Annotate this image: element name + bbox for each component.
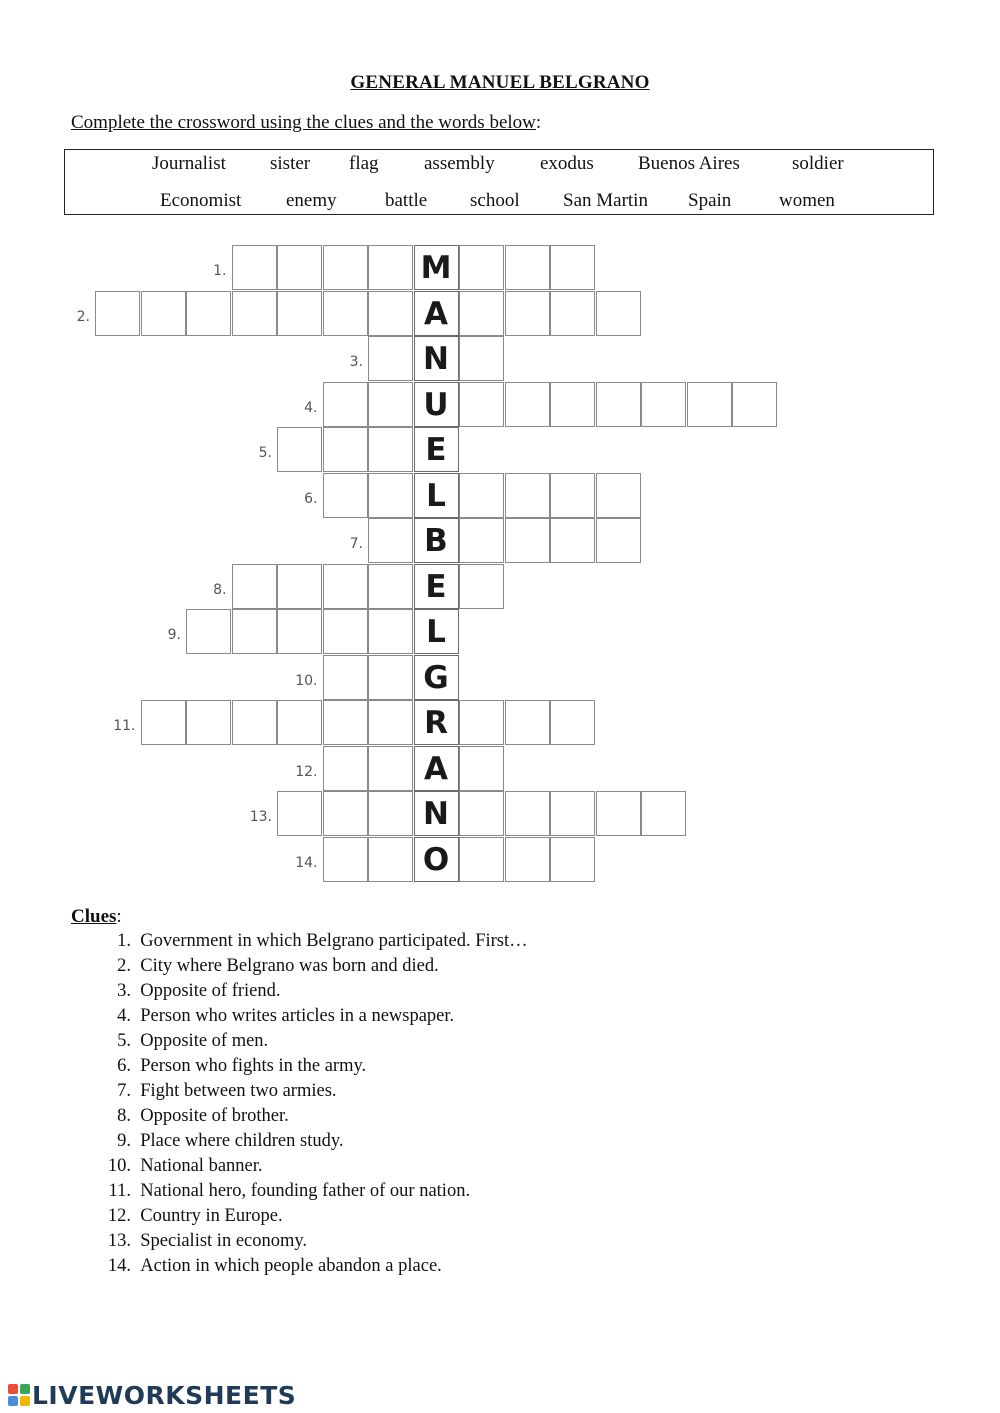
answer-cell[interactable] <box>232 609 277 654</box>
answer-cell[interactable] <box>368 427 413 472</box>
answer-cell[interactable] <box>186 700 231 745</box>
answer-cell[interactable] <box>505 700 550 745</box>
clue-text: Action in which people abandon a place. <box>131 1256 442 1276</box>
answer-cell[interactable] <box>459 564 504 609</box>
answer-cell[interactable] <box>505 291 550 336</box>
clue-number-label: 14. <box>295 854 318 871</box>
key-cell <box>414 382 459 427</box>
clue-item <box>96 1256 442 1277</box>
clue-number: 5. <box>117 1031 131 1051</box>
answer-cell[interactable] <box>323 473 368 518</box>
answer-cell[interactable] <box>687 382 732 427</box>
key-letter: L <box>426 477 446 514</box>
instructions-colon: : <box>535 112 542 133</box>
word-bank-item: Spain <box>688 190 732 211</box>
logo-square <box>8 1384 18 1394</box>
answer-cell[interactable] <box>277 427 322 472</box>
clue-number: 2. <box>117 956 131 976</box>
clue-text: Place where children study. <box>131 1131 344 1151</box>
clue-number: 1. <box>117 931 131 951</box>
word-bank-item: soldier <box>792 153 844 174</box>
answer-cell[interactable] <box>459 336 504 381</box>
answer-cell[interactable] <box>323 700 368 745</box>
instructions <box>71 112 541 134</box>
answer-cell[interactable] <box>323 609 368 654</box>
answer-cell[interactable] <box>141 291 186 336</box>
answer-cell[interactable] <box>368 473 413 518</box>
key-letter: E <box>425 432 447 468</box>
word-bank-item: exodus <box>540 153 594 174</box>
clue-item <box>96 981 281 1002</box>
answer-cell[interactable] <box>641 791 686 836</box>
answer-cell[interactable] <box>368 837 413 882</box>
clue-text: Opposite of brother. <box>131 1106 289 1126</box>
clue-text: Country in Europe. <box>131 1206 283 1226</box>
clue-number: 8. <box>117 1106 131 1126</box>
clue-number: 12. <box>107 1206 131 1226</box>
clue-text: National hero, founding father of our nation. <box>131 1181 471 1201</box>
answer-cell[interactable] <box>368 564 413 609</box>
clue-item <box>96 956 439 977</box>
key-letter: M <box>420 250 452 286</box>
clue-text: City where Belgrano was born and died. <box>131 956 439 976</box>
answer-cell[interactable] <box>323 382 368 427</box>
word-bank-item: sister <box>270 153 311 174</box>
logo-text: LIVEWORKSHEETS <box>32 1380 297 1410</box>
answer-cell[interactable] <box>368 791 413 836</box>
key-letter: N <box>423 341 449 377</box>
answer-cell[interactable] <box>505 518 550 563</box>
answer-cell[interactable] <box>232 291 277 336</box>
answer-cell[interactable] <box>596 291 641 336</box>
answer-cell[interactable] <box>368 245 413 290</box>
instructions-text: Complete the crossword using the clues and the words below <box>71 112 536 133</box>
answer-cell[interactable] <box>232 700 277 745</box>
answer-cell[interactable] <box>459 746 504 791</box>
logo-square <box>8 1396 18 1406</box>
clue-number-label: 11. <box>113 718 136 734</box>
key-letter: G <box>423 659 449 696</box>
answer-cell[interactable] <box>459 245 504 290</box>
clue-text: Fight between two armies. <box>131 1081 337 1101</box>
word-bank-item: school <box>470 190 520 211</box>
clue-number: 6. <box>117 1056 131 1076</box>
answer-cell[interactable] <box>505 837 550 882</box>
answer-cell[interactable] <box>459 837 504 882</box>
key-cell <box>414 655 459 700</box>
answer-cell[interactable] <box>550 245 595 290</box>
clue-item <box>96 1006 454 1027</box>
answer-cell[interactable] <box>323 564 368 609</box>
key-letter: A <box>424 295 448 332</box>
clue-number: 11. <box>108 1181 131 1201</box>
clues-heading <box>71 906 122 928</box>
answer-cell[interactable] <box>459 518 504 563</box>
answer-cell[interactable] <box>323 291 368 336</box>
key-letter: U <box>423 386 449 423</box>
answer-cell[interactable] <box>323 655 368 700</box>
word-bank-item: flag <box>349 153 379 174</box>
word-bank-item: Economist <box>160 190 242 211</box>
answer-cell[interactable] <box>186 609 231 654</box>
word-bank-item: women <box>779 190 835 211</box>
key-letter: A <box>424 750 448 787</box>
clue-number-label: 5. <box>258 445 272 461</box>
answer-cell[interactable] <box>277 291 322 336</box>
key-cell <box>414 245 459 290</box>
answer-cell[interactable] <box>186 291 231 336</box>
answer-cell[interactable] <box>277 700 322 745</box>
key-cell <box>414 791 459 836</box>
clue-item <box>96 1206 283 1227</box>
clue-number-label: 9. <box>167 627 181 643</box>
answer-cell[interactable] <box>459 700 504 745</box>
answer-cell[interactable] <box>505 245 550 290</box>
clue-text: Opposite of friend. <box>131 981 281 1001</box>
clue-item <box>96 1231 307 1252</box>
answer-cell[interactable] <box>550 837 595 882</box>
clue-item <box>96 1056 366 1077</box>
clue-text: National banner. <box>131 1156 263 1176</box>
answer-cell[interactable] <box>550 791 595 836</box>
word-bank-item: Buenos Aires <box>638 153 740 174</box>
answer-cell[interactable] <box>550 700 595 745</box>
answer-cell[interactable] <box>505 791 550 836</box>
word-bank-item: enemy <box>286 190 337 211</box>
answer-cell[interactable] <box>459 382 504 427</box>
answer-cell[interactable] <box>232 564 277 609</box>
clue-text: Person who fights in the army. <box>131 1056 367 1076</box>
word-bank-item: San Martin <box>563 190 648 211</box>
answer-cell[interactable] <box>550 382 595 427</box>
answer-cell[interactable] <box>550 291 595 336</box>
clue-number: 9. <box>117 1131 131 1151</box>
key-cell <box>414 291 459 336</box>
word-bank-item: assembly <box>424 153 495 174</box>
key-cell <box>414 700 459 745</box>
clue-item <box>96 931 528 952</box>
answer-cell[interactable] <box>232 245 277 290</box>
key-letter: E <box>425 568 447 605</box>
word-bank-item: battle <box>385 190 428 211</box>
clue-item <box>96 1106 289 1127</box>
answer-cell[interactable] <box>323 746 368 791</box>
answer-cell[interactable] <box>277 609 322 654</box>
answer-cell[interactable] <box>323 427 368 472</box>
answer-cell[interactable] <box>368 700 413 745</box>
answer-cell[interactable] <box>141 700 186 745</box>
clue-number-label: 1. <box>213 263 227 279</box>
answer-cell[interactable] <box>368 382 413 427</box>
answer-cell[interactable] <box>323 245 368 290</box>
answer-cell[interactable] <box>596 382 641 427</box>
clue-number: 13. <box>107 1231 131 1251</box>
clue-text: Government in which Belgrano participated. First… <box>131 931 528 951</box>
logo-square <box>20 1384 30 1394</box>
answer-cell[interactable] <box>95 291 140 336</box>
clue-text: Person who writes articles in a newspaper. <box>131 1006 455 1026</box>
answer-cell[interactable] <box>277 791 322 836</box>
answer-cell[interactable] <box>368 518 413 563</box>
clue-number: 3. <box>117 981 131 1001</box>
clues-heading-colon: : <box>116 906 122 927</box>
page-title: GENERAL MANUEL BELGRANO <box>350 72 650 93</box>
answer-cell[interactable] <box>596 518 641 563</box>
clue-number-label: 4. <box>304 399 318 416</box>
answer-cell[interactable] <box>368 655 413 700</box>
clue-number-label: 3. <box>349 354 363 370</box>
key-letter: R <box>424 705 448 741</box>
answer-cell[interactable] <box>459 291 504 336</box>
clue-number: 10. <box>107 1156 131 1176</box>
answer-cell[interactable] <box>368 746 413 791</box>
clue-number-label: 10. <box>295 672 318 689</box>
key-letter: L <box>426 614 446 650</box>
answer-cell[interactable] <box>323 837 368 882</box>
clue-number: 7. <box>117 1081 131 1101</box>
clue-item <box>96 1181 470 1202</box>
clue-number-label: 2. <box>76 308 90 325</box>
key-letter: B <box>424 523 448 559</box>
logo-square <box>20 1396 30 1406</box>
answer-cell[interactable] <box>459 791 504 836</box>
clue-item <box>96 1131 344 1152</box>
key-cell <box>414 564 459 609</box>
answer-cell[interactable] <box>505 382 550 427</box>
clue-number-label: 13. <box>249 809 272 825</box>
key-cell <box>414 336 459 381</box>
key-cell <box>414 427 459 472</box>
key-cell <box>414 609 459 654</box>
answer-cell[interactable] <box>732 382 777 427</box>
word-bank <box>64 149 934 215</box>
key-cell <box>414 746 459 791</box>
clue-text: Opposite of men. <box>131 1031 269 1051</box>
clue-number-label: 12. <box>295 763 318 780</box>
key-cell <box>414 518 459 563</box>
key-letter: O <box>422 841 450 878</box>
logo-mark-icon <box>8 1384 30 1406</box>
clues-heading-text: Clues <box>71 906 117 927</box>
clue-number-label: 6. <box>304 490 318 507</box>
answer-cell[interactable] <box>277 564 322 609</box>
answer-cell[interactable] <box>596 473 641 518</box>
answer-cell[interactable] <box>596 791 641 836</box>
clue-number-label: 7. <box>349 536 363 552</box>
answer-cell[interactable] <box>368 609 413 654</box>
answer-cell[interactable] <box>323 791 368 836</box>
liveworksheets-logo <box>8 1380 296 1410</box>
key-cell <box>414 473 459 518</box>
clue-number: 14. <box>107 1256 131 1276</box>
clue-item <box>96 1081 337 1102</box>
answer-cell[interactable] <box>550 518 595 563</box>
answer-cell[interactable] <box>641 382 686 427</box>
clue-number-label: 8. <box>213 581 227 598</box>
answer-cell[interactable] <box>368 336 413 381</box>
clue-text: Specialist in economy. <box>131 1231 308 1251</box>
key-letter: N <box>423 796 449 832</box>
answer-cell[interactable] <box>459 473 504 518</box>
answer-cell[interactable] <box>277 245 322 290</box>
clue-item <box>96 1031 268 1052</box>
answer-cell[interactable] <box>368 291 413 336</box>
key-cell <box>414 837 459 882</box>
clue-item <box>96 1156 263 1177</box>
clue-number: 4. <box>117 1006 131 1026</box>
word-bank-item: Journalist <box>152 153 226 174</box>
answer-cell[interactable] <box>550 473 595 518</box>
answer-cell[interactable] <box>505 473 550 518</box>
